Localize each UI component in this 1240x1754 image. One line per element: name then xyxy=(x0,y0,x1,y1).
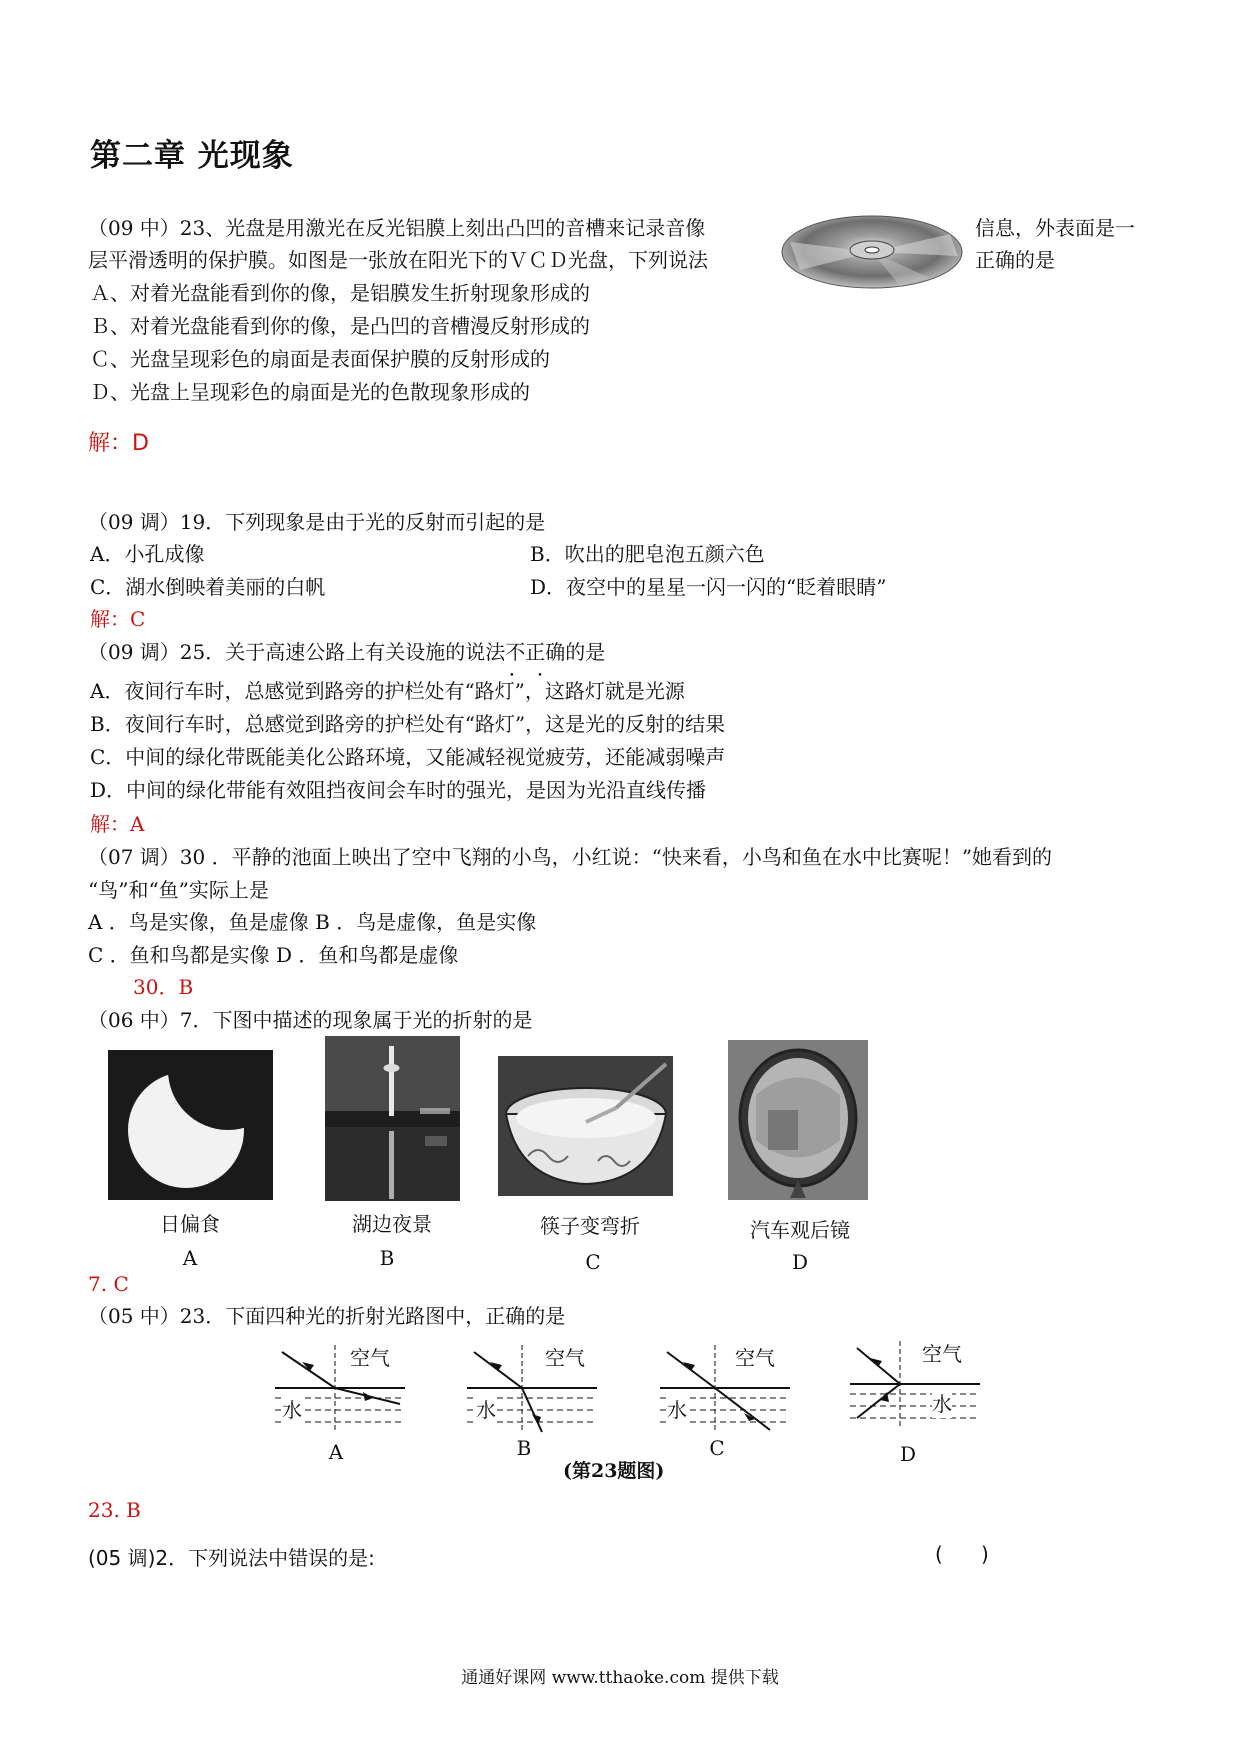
q2-option-c: C．湖水倒映着美丽的白帆 xyxy=(90,575,326,599)
diagram-letter-d: D xyxy=(899,1442,917,1466)
q2-option-a: A．小孔成像 xyxy=(90,542,205,566)
q1-option-d: Ｄ、光盘上呈现彩色的扇面是光的色散现象形成的 xyxy=(90,380,530,404)
diagram-a-air-label: 空气 xyxy=(350,1346,390,1370)
caption-mirror: 汽车观后镜 xyxy=(750,1218,850,1242)
q3-option-d: D．中间的绿化带能有效阻挡夜间会车时的强光，是因为光沿直线传播 xyxy=(90,778,707,802)
q1-answer: 解：D xyxy=(88,431,149,456)
diagram-a-water-label: 水 xyxy=(282,1398,302,1422)
q1-line2-right: 正确的是 xyxy=(975,248,1055,272)
q2-stem: （09 调）19．下列现象是由于光的反射而引起的是 xyxy=(88,510,546,534)
caption-lake-night: 湖边夜景 xyxy=(352,1212,432,1236)
caption-chopstick: 筷子变弯折 xyxy=(540,1214,640,1238)
q4-line1: （07 调）30 ．平静的池面上映出了空中飞翔的小鸟，小红说：“快来看，小鸟和鱼在水中比赛呢！”她看到的 xyxy=(88,845,1053,869)
rearview-mirror-image xyxy=(728,1040,868,1200)
q3-stem xyxy=(88,638,605,666)
q3-stem-pre: （09 调）25．关于高速公路上有关设施的说法 xyxy=(88,640,506,664)
diagram-letter-b: B xyxy=(516,1436,532,1460)
q4-line2: “鸟”和“鱼”实际上是 xyxy=(88,878,269,902)
diagram-d-water-label: 水 xyxy=(932,1392,952,1416)
q6-answer: 23. B xyxy=(88,1498,141,1522)
bent-chopstick-image xyxy=(498,1056,673,1196)
diagram-c-water-label: 水 xyxy=(667,1398,687,1422)
q4-answer: 30．B xyxy=(133,975,194,999)
diagram-letter-a: A xyxy=(328,1440,344,1464)
diagram-c-air-label: 空气 xyxy=(735,1346,775,1370)
q3-option-c: C．中间的绿化带既能美化公路环境，又能减轻视觉疲劳，还能减弱噪声 xyxy=(90,745,726,769)
q5-answer: 7. C xyxy=(88,1272,129,1296)
page-footer: 通通好课网 www.tthaoke.com 提供下载 xyxy=(461,1668,779,1688)
q5-stem: （06 中）7．下图中描述的现象属于光的折射的是 xyxy=(88,1008,533,1032)
diagram-letter-c: C xyxy=(709,1436,725,1460)
q4-line4: C ．鱼和鸟都是实像 D ．鱼和鸟都是虚像 xyxy=(88,943,459,967)
q1-option-b: Ｂ、对着光盘能看到你的像，是凸凹的音槽漫反射形成的 xyxy=(90,314,590,338)
q1-option-a: Ａ、对着光盘能看到你的像，是铝膜发生折射现象形成的 xyxy=(90,281,590,305)
q6-stem: （05 中）23．下面四种光的折射光路图中，正确的是 xyxy=(88,1304,566,1328)
q3-option-a: A．夜间行车时，总感觉到路旁的护栏处有“路灯”，这路灯就是光源 xyxy=(90,679,685,703)
caption-eclipse: 日偏食 xyxy=(160,1212,220,1236)
image-letter-a: A xyxy=(182,1246,198,1270)
q1-line2: 层平滑透明的保护膜。如图是一张放在阳光下的ＶＣＤ光盘，下列说法 xyxy=(88,248,708,272)
q2-answer: 解：C xyxy=(90,607,146,631)
image-letter-d: D xyxy=(791,1250,809,1274)
diagram-b-air-label: 空气 xyxy=(545,1346,585,1370)
refraction-diagram-d xyxy=(845,1336,985,1431)
diagram-b-water-label: 水 xyxy=(476,1398,496,1422)
partial-eclipse-image xyxy=(108,1050,273,1200)
figure-caption: (第23题图) xyxy=(563,1460,665,1482)
lake-night-view-image xyxy=(325,1036,460,1201)
q3-answer: 解：A xyxy=(90,812,145,836)
q1-line1-right: 信息，外表面是一 xyxy=(975,216,1135,240)
q1-line1: （09 中）23、光盘是用激光在反光铝膜上刻出凸凹的音槽来记录音像 xyxy=(88,216,706,240)
q3-stem-post: 的是 xyxy=(565,640,606,664)
q1-option-c: Ｃ、光盘呈现彩色的扇面是表面保护膜的反射形成的 xyxy=(90,347,550,371)
q2-option-b: B．吹出的肥皂泡五颜六色 xyxy=(530,542,765,566)
vcd-disc-image xyxy=(780,212,965,292)
q2-option-d: D．夜空中的星星一闪一闪的“眨着眼睛” xyxy=(530,575,887,599)
q7-answer-bracket: ( ) xyxy=(935,1542,989,1566)
q3-stem-emphasis: 不正确 • • xyxy=(505,640,565,664)
q4-line3: A ．鸟是实像，鱼是虚像 B ．鸟是虚像，鱼是实像 xyxy=(88,910,537,934)
q3-option-b: B．夜间行车时，总感觉到路旁的护栏处有“路灯”，这是光的反射的结果 xyxy=(90,712,726,736)
image-letter-c: C xyxy=(585,1250,601,1274)
diagram-d-air-label: 空气 xyxy=(922,1342,962,1366)
image-letter-b: B xyxy=(379,1246,395,1270)
chapter-title: 第二章 光现象 xyxy=(90,138,294,174)
q7-stem: (05 调)2．下列说法中错误的是: xyxy=(88,1546,375,1570)
